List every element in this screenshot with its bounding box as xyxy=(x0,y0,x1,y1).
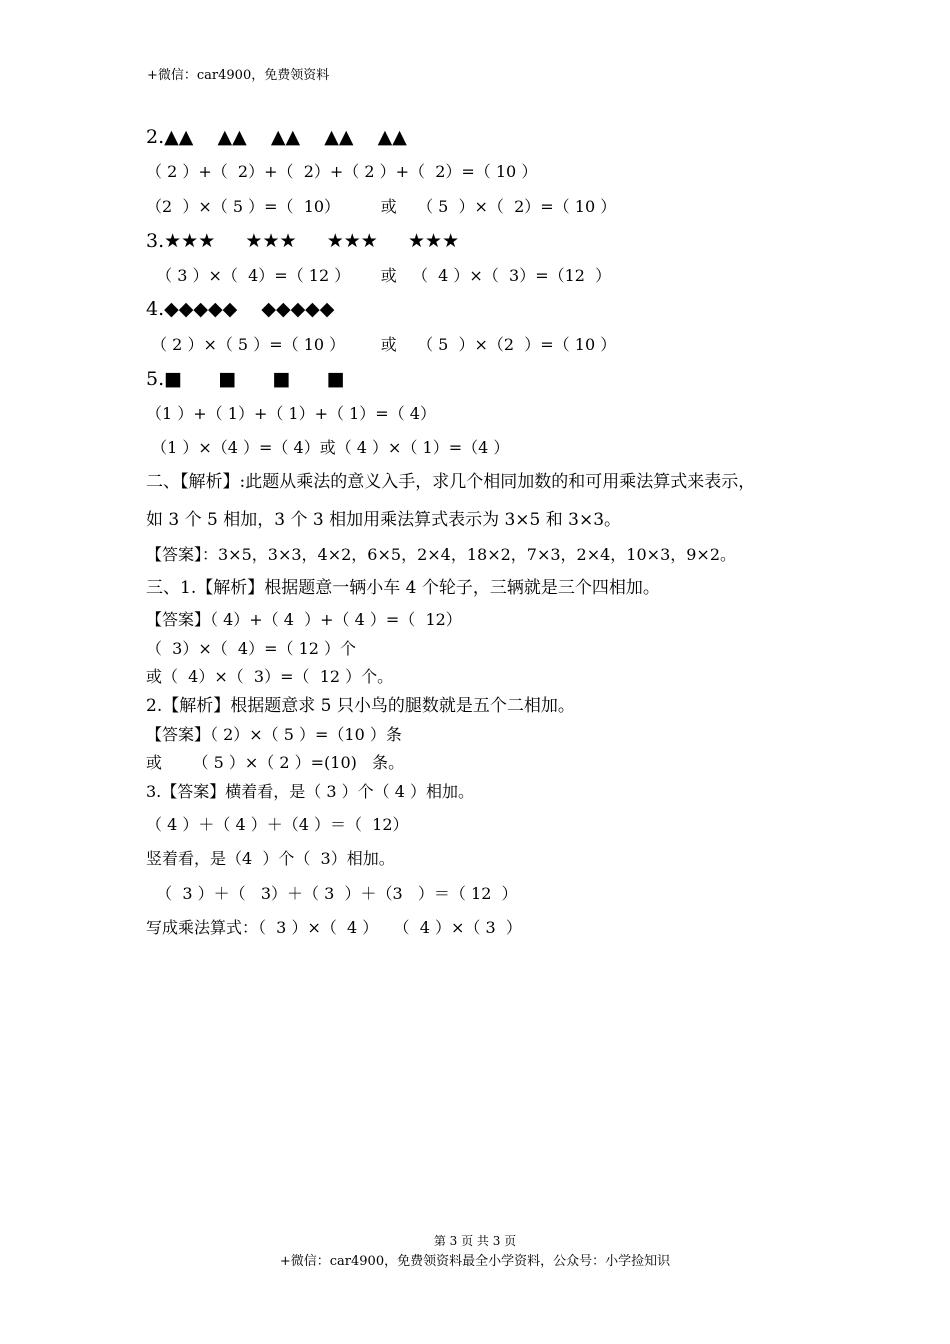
section3-q3-vertical-addition: （ 3 ）＋（ 3）＋（ 3 ）＋（3 ）＝（ 12 ） xyxy=(146,884,518,903)
q5-square-row: 5.■ ■ ■ ■ xyxy=(146,368,345,390)
q5-addition-line: （1 ）+（ 1）+（ 1）+（ 1）=（ 4） xyxy=(146,404,436,423)
q2-addition-line: （ 2 ）+（ 2）+（ 2）+（ 2 ）+（ 2）=（ 10 ） xyxy=(146,162,538,181)
section3-q3-answer-horizontal: 3.【答案】横着看，是（ 3 ）个（ 4 ）相加。 xyxy=(146,782,474,801)
q4-multiplication-line: （ 2 ）×（ 5 ）=（ 10 ） 或 （ 5 ）×（2 ）=（ 10 ） xyxy=(146,335,617,354)
section2-analysis: 二、【解析】:此题从乘法的意义入手，求几个相同加数的和可用乘法算式来表示， xyxy=(146,472,756,492)
q5-multiplication-line: （1 ）×（4 ）=（ 4）或（ 4 ）×（ 1）=（4 ） xyxy=(146,438,510,457)
header-promo-text: +微信：car4900，免费领资料 xyxy=(147,68,330,83)
q4-diamond-row: 4.◆◆◆◆◆ ◆◆◆◆◆ xyxy=(146,298,335,320)
section3-q2-analysis: 2.【解析】根据题意求 5 只小鸟的腿数就是五个二相加。 xyxy=(146,696,575,716)
footer-promo-text: +微信：car4900，免费领资料最全小学资料，公众号：小学捡知识 xyxy=(279,1254,671,1269)
section3-q3-horizontal-addition: （ 4 ）＋（ 4 ）＋（4 ）＝（ 12） xyxy=(146,815,409,834)
section2-answer: 【答案】：3×5，3×3，4×2，6×5，2×4，18×2，7×3，2×4，10×3，9×2。 xyxy=(146,545,737,564)
q3-star-row: 3.★★★ ★★★ ★★★ ★★★ xyxy=(146,230,460,252)
section2-analysis-continued: 如 3 个 5 相加，3 个 3 相加用乘法算式表示为 3×5 和 3×3。 xyxy=(146,510,622,530)
section3-q3-vertical: 竖着看，是（4 ）个（ 3）相加。 xyxy=(146,849,395,868)
section3-q3-multiplication: 写成乘法算式：（ 3 ）×（ 4 ） （ 4 ）×（ 3 ） xyxy=(146,918,522,937)
section3-q2-answer-alternative: 或 （ 5 ）×（ 2 ）=(10) 条。 xyxy=(146,753,405,772)
section3-q1-analysis: 三、1.【解析】根据题意一辆小车 4 个轮子，三辆就是三个四相加。 xyxy=(146,578,660,598)
q3-multiplication-line: （ 3 ）×（ 4）=（ 12 ） 或 （ 4 ）×（ 3）=（12 ） xyxy=(146,266,612,285)
footer-page-number: 第 3 页 共 3 页 xyxy=(433,1234,517,1248)
section3-q1-answer-alternative: 或（ 4）×（ 3）=（ 12 ）个。 xyxy=(146,667,394,686)
section3-q1-answer-multiplication: （ 3）×（ 4）=（ 12 ）个 xyxy=(146,639,357,658)
section3-q1-answer-addition: 【答案】（ 4）+（ 4 ）+（ 4 ）=（ 12） xyxy=(146,610,462,629)
section3-q2-answer: 【答案】（ 2）×（ 5 ）=（10 ）条 xyxy=(146,725,402,744)
q2-triangle-row: 2.▲▲ ▲▲ ▲▲ ▲▲ ▲▲ xyxy=(146,126,407,148)
q2-multiplication-line: （2 ）×（ 5 ）=（ 10） 或 （ 5 ）×（ 2）=（ 10 ） xyxy=(146,197,617,216)
